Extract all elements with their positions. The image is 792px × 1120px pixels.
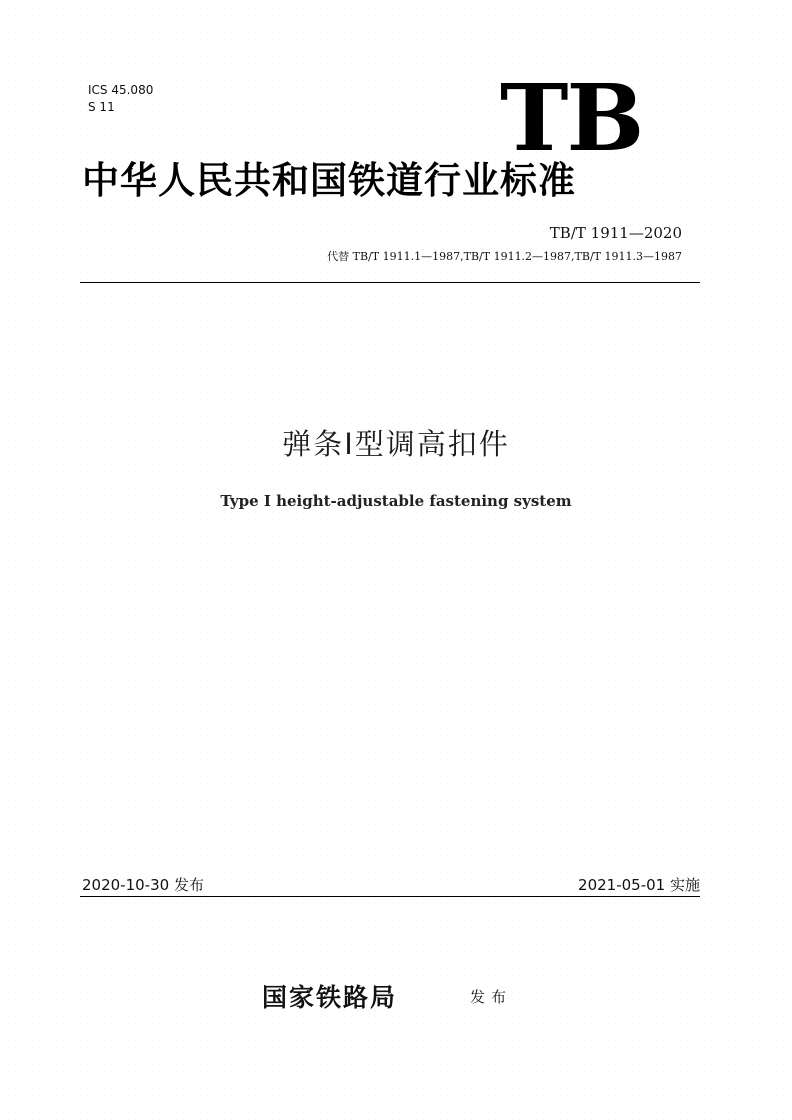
- document-title: 弹条Ⅰ型调高扣件: [282, 427, 510, 461]
- classification-codes: [88, 82, 153, 116]
- publish-label: 发布: [470, 988, 513, 1006]
- replaces-standards: 代替 TB/T 1911.1—1987,TB/T 1911.2—1987,TB/T 1911.3—1987: [327, 250, 682, 263]
- effective-date: 2021-05-01 实施: [578, 876, 700, 894]
- publisher-name: 国家铁路局: [262, 983, 398, 1012]
- ics-code: ICS 45.080: [88, 83, 154, 97]
- ccs-code: S 11: [88, 100, 115, 114]
- bottom-divider: [80, 896, 700, 897]
- organization-title: 中华人民共和国铁道行业标准: [82, 158, 576, 202]
- issue-date: 2020-10-30 发布: [82, 876, 204, 894]
- top-divider: [80, 282, 700, 283]
- standard-number: TB/T 1911—2020: [549, 224, 682, 242]
- tb-logo: TB: [500, 64, 643, 172]
- document-subtitle-en: Type Ⅰ height-adjustable fastening system: [220, 492, 572, 510]
